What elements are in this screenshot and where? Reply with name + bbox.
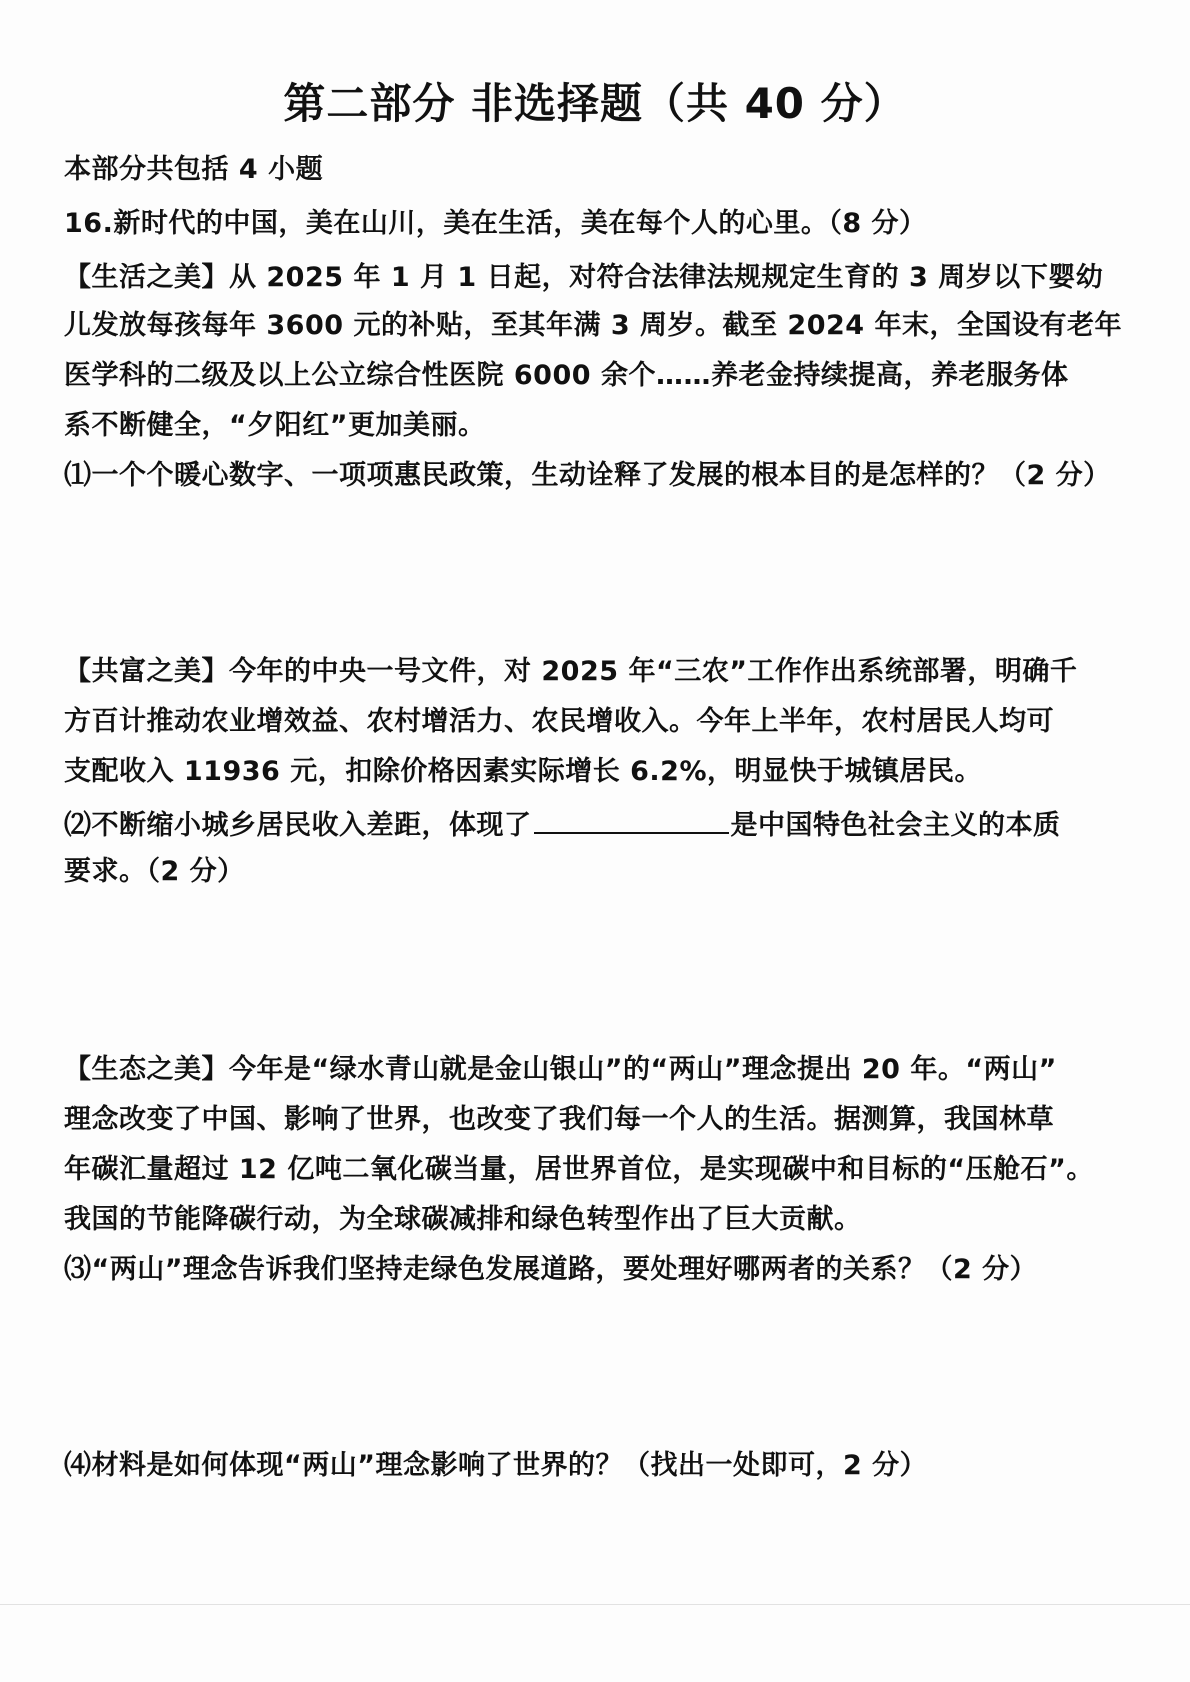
- ecology-material-line-4: 我国的节能降碳行动，为全球碳减排和绿色转型作出了巨大贡献。: [64, 1204, 862, 1235]
- sub-question-2-before-blank: ⑵不断缩小城乡居民收入差距，体现了: [64, 810, 532, 841]
- life-material-line-1: 【生活之美】从 2025 年 1 月 1 日起，对符合法律法规规定生育的 3 周岁以下婴幼: [64, 262, 1104, 293]
- answer-blank[interactable]: [534, 802, 729, 834]
- sub-question-2-line-2: 要求。（2 分）: [64, 856, 245, 887]
- sub-question-2-after-blank: 是中国特色社会主义的本质: [730, 810, 1061, 841]
- section-intro: 本部分共包括 4 小题: [64, 154, 324, 185]
- life-material-line-2: 儿发放每孩每年 3600 元的补贴，至其年满 3 周岁。截至 2024 年末，全国设有老年: [64, 310, 1122, 341]
- prosperity-material-line-1: 【共富之美】今年的中央一号文件，对 2025 年“三农”工作作出系统部署，明确千: [64, 656, 1078, 687]
- ecology-material-line-2: 理念改变了中国、影响了世界，也改变了我们每一个人的生活。据测算，我国林草: [64, 1104, 1054, 1135]
- sub-question-4: ⑷材料是如何体现“两山”理念影响了世界的？（找出一处即可，2 分）: [64, 1450, 928, 1481]
- question-16-stem: 16.新时代的中国，美在山川，美在生活，美在每个人的心里。（8 分）: [64, 208, 927, 239]
- life-material-line-3: 医学科的二级及以上公立综合性医院 6000 余个……养老金持续提高，养老服务体: [64, 360, 1069, 391]
- prosperity-material-line-2: 方百计推动农业增效益、农村增活力、农民增收入。今年上半年，农村居民人均可: [64, 706, 1054, 737]
- sub-question-2: [64, 802, 1061, 846]
- sub-question-1: ⑴一个个暖心数字、一项项惠民政策，生动诠释了发展的根本目的是怎样的？（2 分）: [64, 460, 1111, 491]
- section-title: 第二部分 非选择题（共 40 分）: [283, 79, 907, 128]
- life-material-line-4: 系不断健全，“夕阳红”更加美丽。: [64, 410, 486, 441]
- sub-question-3: ⑶“两山”理念告诉我们坚持走绿色发展道路，要处理好哪两者的关系？（2 分）: [64, 1254, 1038, 1285]
- page-bottom-divider: [0, 1604, 1190, 1605]
- prosperity-material-line-3: 支配收入 11936 元，扣除价格因素实际增长 6.2%，明显快于城镇居民。: [64, 756, 983, 787]
- ecology-material-line-1: 【生态之美】今年是“绿水青山就是金山银山”的“两山”理念提出 20 年。“两山”: [64, 1054, 1057, 1085]
- ecology-material-line-3: 年碳汇量超过 12 亿吨二氧化碳当量，居世界首位，是实现碳中和目标的“压舱石”。: [64, 1154, 1094, 1185]
